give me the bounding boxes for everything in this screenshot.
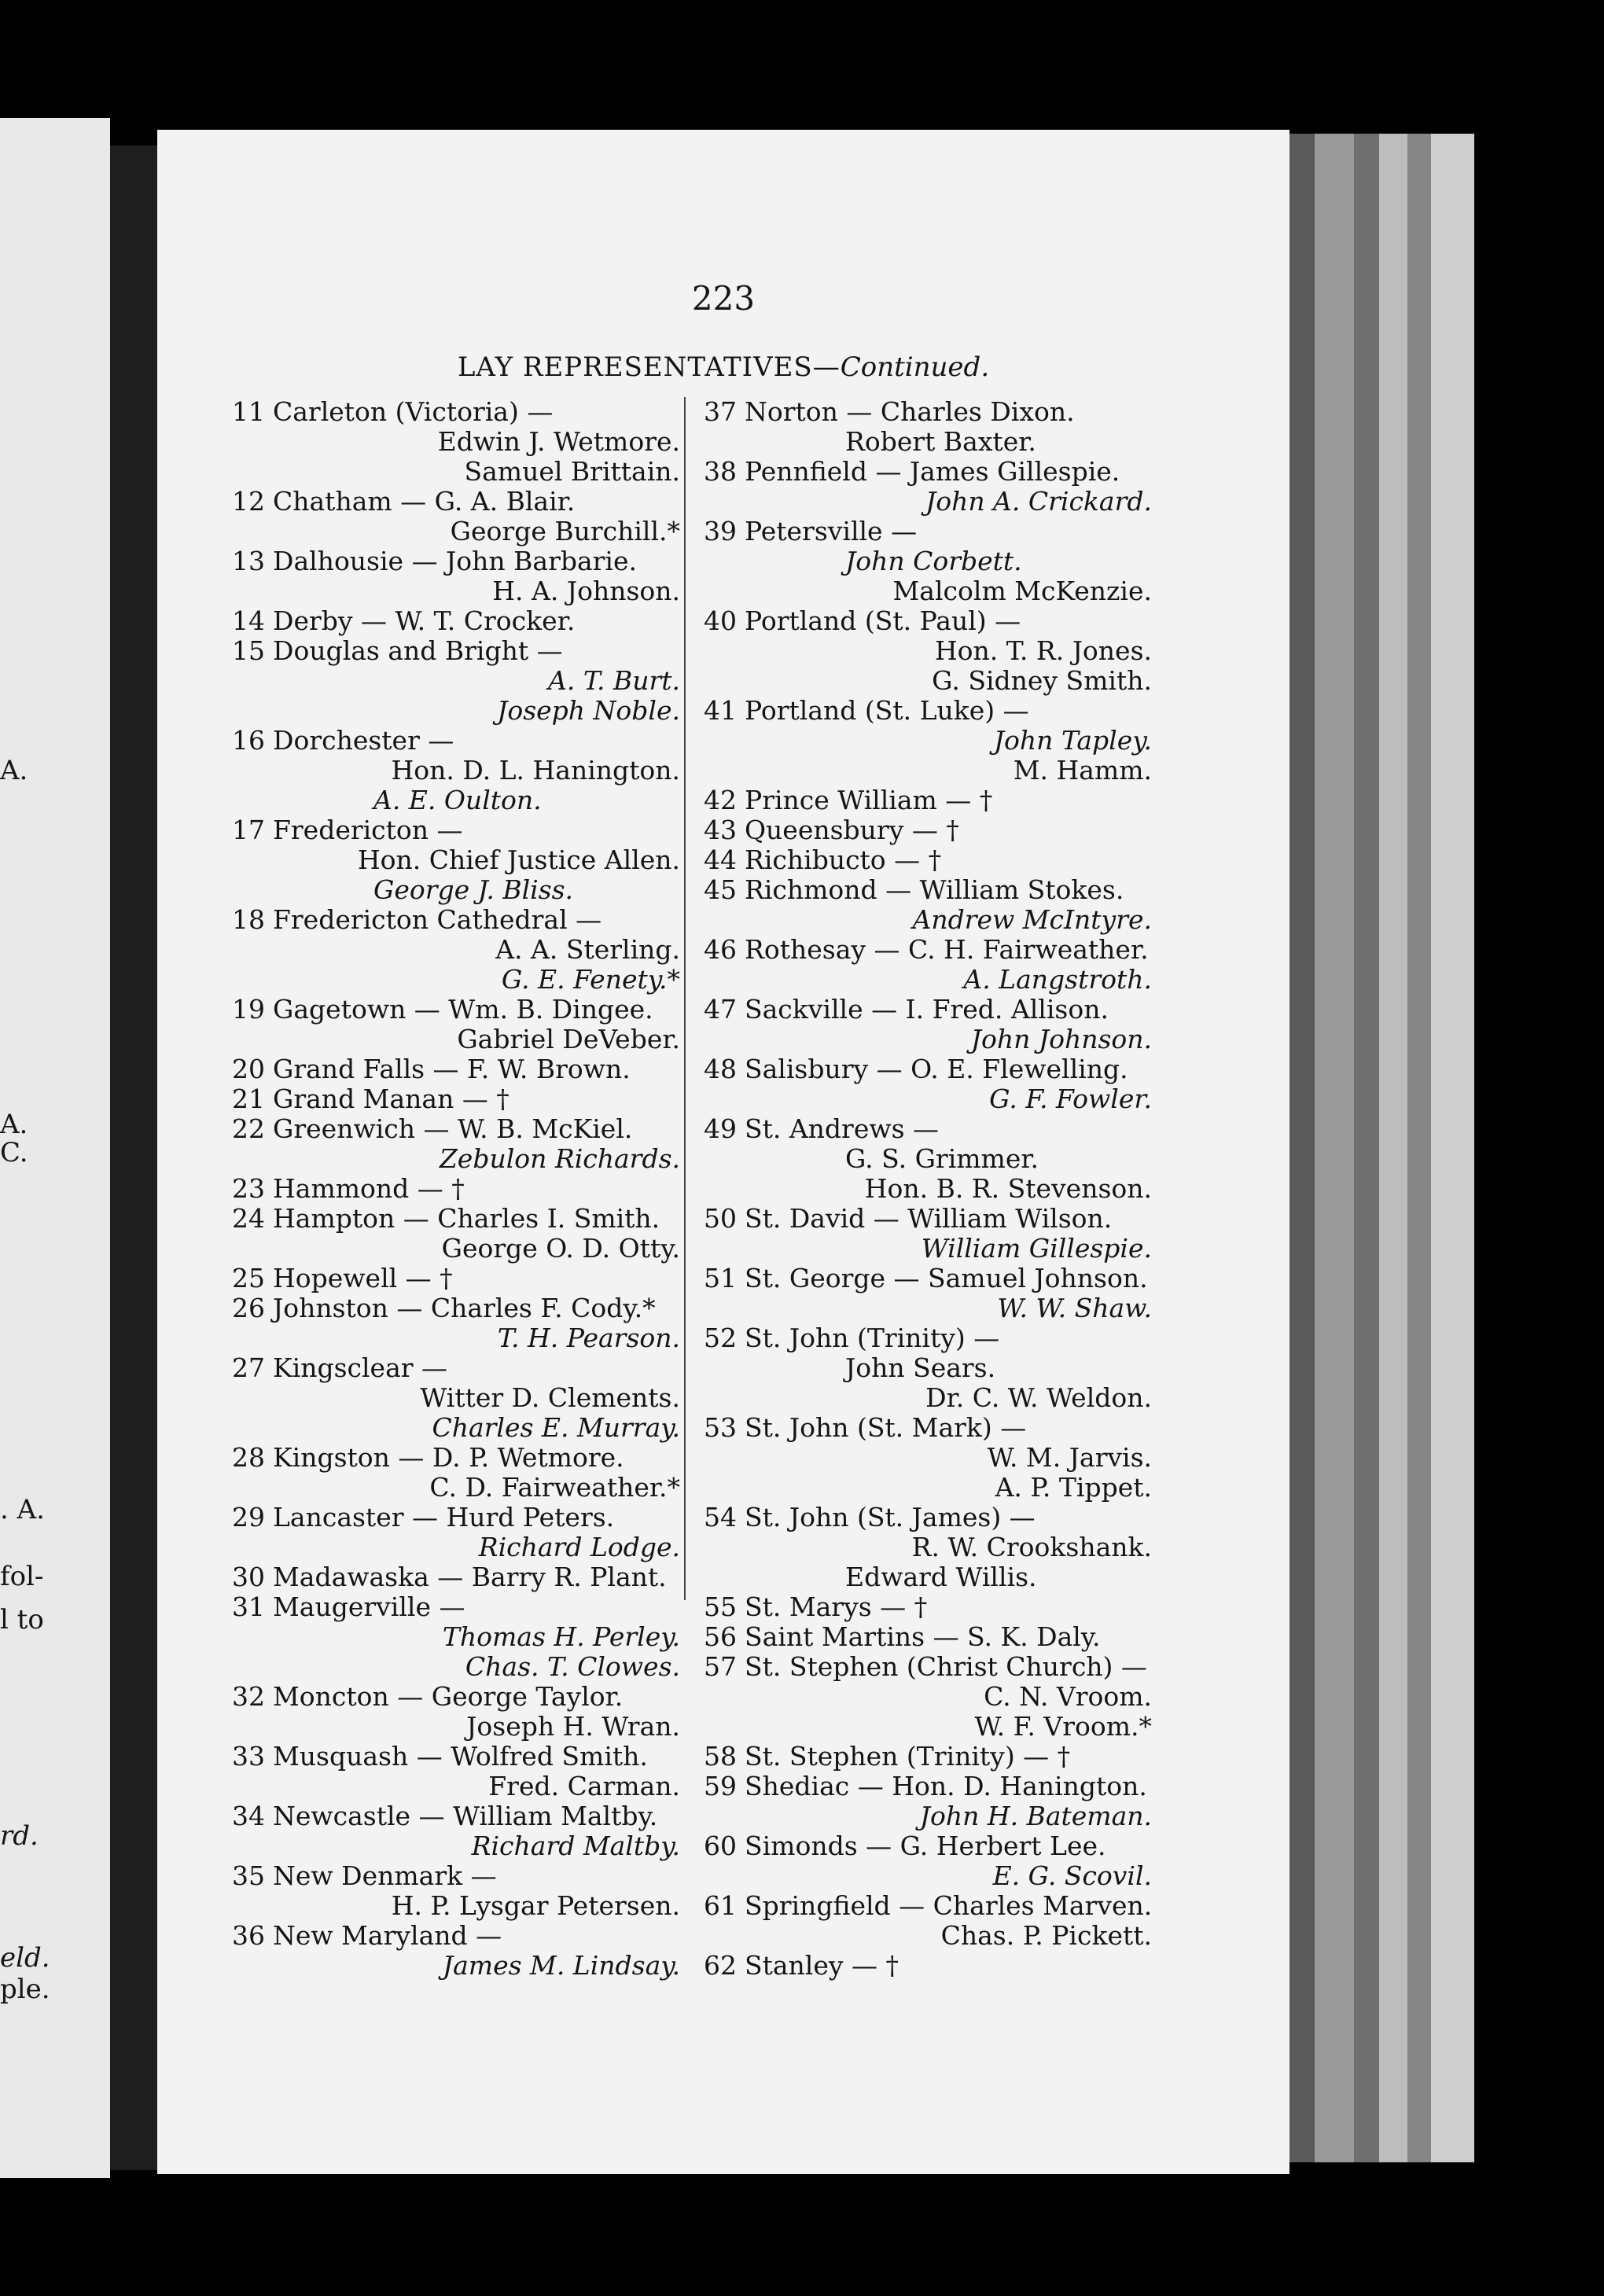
entry-text: Chatham — G. A. Blair. bbox=[273, 486, 576, 517]
entry-text: Petersville — bbox=[745, 516, 918, 546]
parish-number: 43 bbox=[704, 815, 737, 845]
previous-page-text: l to bbox=[0, 1604, 44, 1636]
entry-text: Kingsclear — bbox=[273, 1352, 448, 1383]
page-number: 223 bbox=[691, 279, 756, 318]
entry-line bbox=[704, 1234, 1152, 1264]
entry-text: Lancaster — Hurd Peters. bbox=[273, 1502, 615, 1533]
entry-text: Derby — W. T. Crocker. bbox=[273, 605, 576, 636]
entry-line bbox=[232, 815, 680, 845]
parish-number: 22 bbox=[232, 1113, 265, 1144]
entry-text: G. Sidney Smith. bbox=[932, 665, 1152, 696]
parish-number: 27 bbox=[232, 1352, 265, 1383]
previous-page-text: A. bbox=[0, 1109, 28, 1140]
entry-text: Fredericton Cathedral — bbox=[273, 904, 602, 935]
entry-text: Malcolm McKenzie. bbox=[892, 576, 1152, 606]
page-edge bbox=[1289, 134, 1315, 2162]
entry-line bbox=[232, 1801, 680, 1831]
previous-page-text: C. bbox=[0, 1137, 28, 1168]
entry-line bbox=[704, 1861, 1152, 1891]
entry-text: Douglas and Bright — bbox=[273, 635, 563, 666]
entry-text: Hon. B. R. Stevenson. bbox=[864, 1173, 1152, 1204]
entry-text: M. Hamm. bbox=[1013, 755, 1152, 786]
entry-line bbox=[232, 636, 680, 666]
entry-text: St. John (St. James) — bbox=[745, 1502, 1036, 1533]
entry-text: Zebulon Richards. bbox=[439, 1143, 680, 1174]
entry-line bbox=[232, 965, 680, 995]
entry-line bbox=[704, 1204, 1152, 1234]
entry-text: Pennfield — James Gillespie. bbox=[745, 456, 1120, 487]
entry-text: Salisbury — O. E. Flewelling. bbox=[745, 1054, 1128, 1084]
previous-page-text: ple. bbox=[0, 1974, 50, 2005]
entry-text: A. P. Tippet. bbox=[995, 1472, 1152, 1503]
entry-text: Maugerville — bbox=[273, 1591, 465, 1622]
entry-line bbox=[704, 1025, 1152, 1054]
entry-text: A. E. Oulton. bbox=[373, 785, 542, 815]
parish-number: 55 bbox=[704, 1591, 737, 1622]
entry-line bbox=[704, 1831, 1152, 1861]
entry-line bbox=[704, 606, 1152, 636]
entry-text: Hon. D. L. Hanington. bbox=[391, 755, 680, 786]
entry-text: St. Stephen (Christ Church) — bbox=[745, 1651, 1147, 1682]
entry-text: Moncton — George Taylor. bbox=[273, 1681, 624, 1712]
parish-number: 16 bbox=[232, 725, 265, 756]
entry-line bbox=[232, 546, 680, 576]
parish-number: 24 bbox=[232, 1203, 265, 1234]
entry-text: Joseph H. Wran. bbox=[466, 1711, 680, 1742]
entry-line bbox=[704, 1323, 1152, 1353]
entry-text: James M. Lindsay. bbox=[442, 1950, 680, 1981]
entry-text: Gagetown — Wm. B. Dingee. bbox=[273, 994, 653, 1025]
entry-text: Sackville — I. Fred. Allison. bbox=[745, 994, 1109, 1025]
entry-line bbox=[704, 397, 1152, 427]
entry-line bbox=[704, 636, 1152, 666]
parish-number: 26 bbox=[232, 1293, 265, 1323]
right-column bbox=[704, 397, 1152, 1981]
parish-number: 48 bbox=[704, 1054, 737, 1084]
entry-text: George J. Bliss. bbox=[373, 874, 574, 905]
entry-line bbox=[232, 1413, 680, 1443]
entry-text: St. David — William Wilson. bbox=[745, 1203, 1113, 1234]
entry-line bbox=[704, 995, 1152, 1025]
entry-line bbox=[704, 726, 1152, 756]
entry-line bbox=[704, 1891, 1152, 1921]
parish-number: 35 bbox=[232, 1860, 265, 1891]
entry-text: Simonds — G. Herbert Lee. bbox=[745, 1831, 1106, 1861]
entry-text: Hammond — † bbox=[273, 1173, 465, 1204]
parish-number: 52 bbox=[704, 1323, 737, 1353]
parish-number: 38 bbox=[704, 456, 737, 487]
entry-text: Gabriel DeVeber. bbox=[457, 1024, 680, 1054]
page-edge bbox=[1431, 134, 1474, 2162]
entry-line bbox=[232, 1443, 680, 1473]
entry-text: Fred. Carman. bbox=[488, 1771, 680, 1801]
entry-line bbox=[704, 1801, 1152, 1831]
entry-text: Johnston — Charles F. Cody.* bbox=[273, 1293, 656, 1323]
entry-line bbox=[704, 756, 1152, 786]
entry-line bbox=[232, 1533, 680, 1562]
entry-text: Robert Baxter. bbox=[845, 426, 1036, 457]
entry-line bbox=[704, 1084, 1152, 1114]
previous-page-text: fol- bbox=[0, 1561, 44, 1592]
entry-line bbox=[232, 1652, 680, 1682]
entry-line bbox=[232, 1025, 680, 1054]
entry-text: H. P. Lysgar Petersen. bbox=[391, 1890, 680, 1921]
entry-line bbox=[232, 1772, 680, 1801]
entry-line bbox=[232, 1323, 680, 1353]
parish-number: 28 bbox=[232, 1442, 265, 1473]
entry-line bbox=[232, 1951, 680, 1981]
parish-number: 15 bbox=[232, 635, 265, 666]
parish-number: 54 bbox=[704, 1502, 737, 1533]
entry-text: Queensbury — † bbox=[745, 815, 959, 845]
parish-number: 17 bbox=[232, 815, 265, 845]
entry-text: Chas. P. Pickett. bbox=[940, 1920, 1152, 1951]
entry-text: W. F. Vroom.* bbox=[974, 1711, 1152, 1742]
entry-text: Norton — Charles Dixon. bbox=[745, 396, 1075, 427]
entry-text: Edward Willis. bbox=[845, 1562, 1037, 1592]
entry-line bbox=[232, 1383, 680, 1413]
entry-text: Portland (St. Paul) — bbox=[745, 605, 1021, 636]
entry-text: John H. Bateman. bbox=[919, 1801, 1152, 1831]
entry-line bbox=[704, 457, 1152, 487]
entry-line bbox=[232, 487, 680, 517]
parish-number: 47 bbox=[704, 994, 737, 1025]
entry-text: Hampton — Charles I. Smith. bbox=[273, 1203, 660, 1234]
parish-number: 51 bbox=[704, 1263, 737, 1293]
entry-line bbox=[704, 1443, 1152, 1473]
entry-line bbox=[232, 1742, 680, 1772]
parish-number: 58 bbox=[704, 1741, 737, 1772]
entry-line bbox=[232, 1473, 680, 1503]
entry-text: St. Marys — † bbox=[745, 1591, 928, 1622]
heading-dash: — bbox=[812, 351, 841, 383]
entry-text: R. W. Crookshank. bbox=[911, 1532, 1152, 1562]
parish-number: 40 bbox=[704, 605, 737, 636]
entry-text: Joseph Noble. bbox=[497, 695, 680, 726]
entry-text: Edwin J. Wetmore. bbox=[437, 426, 680, 457]
entry-text: St. George — Samuel Johnson. bbox=[745, 1263, 1148, 1293]
entry-line bbox=[232, 1831, 680, 1861]
entry-text: Musquash — Wolfred Smith. bbox=[273, 1741, 648, 1772]
entry-text: Samuel Brittain. bbox=[464, 456, 680, 487]
entry-text: John Corbett. bbox=[845, 546, 1022, 576]
parish-number: 33 bbox=[232, 1741, 265, 1772]
entry-line bbox=[232, 666, 680, 696]
entry-text: Carleton (Victoria) — bbox=[273, 396, 554, 427]
parish-number: 46 bbox=[704, 934, 737, 965]
entry-text: Rothesay — C. H. Fairweather. bbox=[745, 934, 1149, 965]
entry-text: Dalhousie — John Barbarie. bbox=[273, 546, 637, 576]
entry-text: G. S. Grimmer. bbox=[845, 1143, 1039, 1174]
entry-text: Richmond — William Stokes. bbox=[745, 874, 1124, 905]
entry-line bbox=[232, 1622, 680, 1652]
column-rule bbox=[684, 397, 686, 1600]
entry-text: Stanley — † bbox=[745, 1950, 899, 1981]
entry-text: St. Andrews — bbox=[745, 1113, 940, 1144]
parish-number: 50 bbox=[704, 1203, 737, 1234]
page-edge bbox=[1354, 134, 1379, 2162]
entry-text: Hopewell — † bbox=[273, 1263, 453, 1293]
entry-text: Witter D. Clements. bbox=[420, 1382, 680, 1413]
parish-number: 34 bbox=[232, 1801, 265, 1831]
entry-text: John Sears. bbox=[845, 1352, 996, 1383]
entry-text: Kingston — D. P. Wetmore. bbox=[273, 1442, 624, 1473]
entry-line bbox=[232, 875, 680, 905]
page-edge bbox=[1315, 134, 1354, 2162]
entry-text: Springfield — Charles Marven. bbox=[745, 1890, 1153, 1921]
parish-number: 23 bbox=[232, 1173, 265, 1204]
parish-number: 41 bbox=[704, 695, 737, 726]
entry-text: Greenwich — W. B. McKiel. bbox=[273, 1113, 633, 1144]
entry-line bbox=[232, 1114, 680, 1144]
parish-number: 20 bbox=[232, 1054, 265, 1084]
entry-text: Chas. T. Clowes. bbox=[465, 1651, 680, 1682]
entry-text: John Johnson. bbox=[970, 1024, 1152, 1054]
entry-line bbox=[704, 1293, 1152, 1323]
entry-text: Grand Falls — F. W. Brown. bbox=[273, 1054, 631, 1084]
parish-number: 19 bbox=[232, 994, 265, 1025]
entry-text: George Burchill.* bbox=[450, 516, 680, 546]
previous-page-text: eld. bbox=[0, 1942, 50, 1974]
entry-text: William Gillespie. bbox=[921, 1233, 1152, 1264]
entry-line bbox=[704, 487, 1152, 517]
parish-number: 31 bbox=[232, 1591, 265, 1622]
entry-line bbox=[232, 576, 680, 606]
entry-line bbox=[704, 786, 1152, 815]
entry-text: A. T. Burt. bbox=[548, 665, 680, 696]
entry-line bbox=[232, 696, 680, 726]
entry-line bbox=[232, 1503, 680, 1533]
entry-text: Shediac — Hon. D. Hanington. bbox=[745, 1771, 1147, 1801]
heading-main: LAY REPRESENTATIVES bbox=[457, 351, 813, 383]
entry-line bbox=[232, 1234, 680, 1264]
parish-number: 44 bbox=[704, 844, 737, 875]
entry-line bbox=[704, 517, 1152, 546]
entry-line bbox=[704, 1144, 1152, 1174]
entry-line bbox=[704, 696, 1152, 726]
entry-line bbox=[232, 995, 680, 1025]
parish-number: 30 bbox=[232, 1562, 265, 1592]
entry-text: Hon. T. R. Jones. bbox=[934, 635, 1152, 666]
entry-text: Dr. C. W. Weldon. bbox=[925, 1382, 1152, 1413]
parish-number: 37 bbox=[704, 396, 737, 427]
book-gutter bbox=[110, 145, 157, 2170]
entry-line bbox=[232, 786, 680, 815]
entry-text: H. A. Johnson. bbox=[492, 576, 680, 606]
parish-number: 36 bbox=[232, 1920, 265, 1951]
entry-line bbox=[704, 1742, 1152, 1772]
entry-line bbox=[704, 546, 1152, 576]
entry-text: Richard Lodge. bbox=[478, 1532, 680, 1562]
entry-line bbox=[232, 457, 680, 487]
entry-line bbox=[704, 1652, 1152, 1682]
entry-text: Grand Manan — † bbox=[273, 1084, 510, 1114]
entry-line bbox=[704, 1682, 1152, 1712]
parish-number: 11 bbox=[232, 396, 265, 427]
entry-line bbox=[232, 1054, 680, 1084]
entry-text: Hon. Chief Justice Allen. bbox=[357, 844, 680, 875]
entry-text: Madawaska — Barry R. Plant. bbox=[273, 1562, 667, 1592]
entry-line bbox=[704, 1473, 1152, 1503]
previous-page-text: rd. bbox=[0, 1820, 39, 1852]
entry-line bbox=[232, 1264, 680, 1293]
entry-text: Dorchester — bbox=[273, 725, 454, 756]
entry-line bbox=[232, 1084, 680, 1114]
parish-number: 42 bbox=[704, 785, 737, 815]
entry-line bbox=[232, 1592, 680, 1622]
parish-number: 56 bbox=[704, 1621, 737, 1652]
entry-line bbox=[704, 1562, 1152, 1592]
entry-text: G. F. Fowler. bbox=[989, 1084, 1152, 1114]
entry-text: A. A. Sterling. bbox=[495, 934, 680, 965]
entry-line bbox=[704, 935, 1152, 965]
entry-text: C. D. Fairweather.* bbox=[429, 1472, 680, 1503]
entry-line bbox=[232, 427, 680, 457]
entry-text: John Tapley. bbox=[993, 725, 1152, 756]
previous-page-text: . A. bbox=[0, 1494, 45, 1525]
parish-number: 14 bbox=[232, 605, 265, 636]
entry-line bbox=[232, 905, 680, 935]
entry-line bbox=[704, 576, 1152, 606]
page-edge bbox=[1407, 134, 1431, 2162]
parish-number: 12 bbox=[232, 486, 265, 517]
entry-line bbox=[704, 1114, 1152, 1144]
parish-number: 57 bbox=[704, 1651, 737, 1682]
parish-number: 60 bbox=[704, 1831, 737, 1861]
entry-text: A. Langstroth. bbox=[963, 964, 1152, 995]
entry-line bbox=[232, 1712, 680, 1742]
left-column bbox=[232, 397, 680, 1981]
entry-line bbox=[232, 845, 680, 875]
entry-line bbox=[232, 1861, 680, 1891]
entry-line bbox=[704, 1054, 1152, 1084]
entry-line bbox=[704, 1383, 1152, 1413]
parish-number: 32 bbox=[232, 1681, 265, 1712]
entry-line bbox=[704, 1264, 1152, 1293]
entry-line bbox=[704, 1503, 1152, 1533]
entry-line bbox=[704, 1592, 1152, 1622]
entry-line bbox=[704, 427, 1152, 457]
entry-text: New Denmark — bbox=[273, 1860, 497, 1891]
entry-text: Fredericton — bbox=[273, 815, 463, 845]
entry-line bbox=[704, 965, 1152, 995]
entry-text: Portland (St. Luke) — bbox=[745, 695, 1029, 726]
entry-text: Saint Martins — S. K. Daly. bbox=[745, 1621, 1101, 1652]
parish-number: 45 bbox=[704, 874, 737, 905]
entry-line bbox=[704, 1353, 1152, 1383]
parish-number: 49 bbox=[704, 1113, 737, 1144]
entry-line bbox=[232, 1891, 680, 1921]
parish-number: 59 bbox=[704, 1771, 737, 1801]
entry-line bbox=[232, 397, 680, 427]
entry-line bbox=[232, 1204, 680, 1234]
heading-continued: Continued. bbox=[840, 351, 990, 383]
entry-line bbox=[704, 1533, 1152, 1562]
entry-text: Richard Maltby. bbox=[471, 1831, 680, 1861]
entry-text: Thomas H. Perley. bbox=[442, 1621, 680, 1652]
entry-text: Newcastle — William Maltby. bbox=[273, 1801, 658, 1831]
parish-number: 29 bbox=[232, 1502, 265, 1533]
entry-line bbox=[704, 845, 1152, 875]
parish-number: 62 bbox=[704, 1950, 737, 1981]
entry-text: Andrew McIntyre. bbox=[912, 904, 1152, 935]
entry-line bbox=[704, 666, 1152, 696]
parish-number: 21 bbox=[232, 1084, 265, 1114]
entry-text: Prince William — † bbox=[745, 785, 993, 815]
entry-text: St. John (Trinity) — bbox=[745, 1323, 1000, 1353]
parish-number: 25 bbox=[232, 1263, 265, 1293]
parish-number: 18 bbox=[232, 904, 265, 935]
entry-text: George O. D. Otty. bbox=[441, 1233, 680, 1264]
entry-line bbox=[232, 517, 680, 546]
entry-line bbox=[232, 935, 680, 965]
entry-text: W. W. Shaw. bbox=[997, 1293, 1152, 1323]
page-edge bbox=[1379, 134, 1407, 2162]
entry-line bbox=[232, 1682, 680, 1712]
entry-line bbox=[232, 1174, 680, 1204]
entry-line bbox=[704, 1772, 1152, 1801]
parish-number: 13 bbox=[232, 546, 265, 576]
entry-text: W. M. Jarvis. bbox=[987, 1442, 1152, 1473]
entry-line bbox=[704, 1951, 1152, 1981]
entry-text: C. N. Vroom. bbox=[984, 1681, 1152, 1712]
parish-number: 39 bbox=[704, 516, 737, 546]
entry-text: St. John (St. Mark) — bbox=[745, 1412, 1027, 1443]
entry-line bbox=[232, 756, 680, 786]
entry-line bbox=[704, 1174, 1152, 1204]
book-page bbox=[157, 130, 1289, 2174]
entry-line bbox=[232, 726, 680, 756]
entry-line bbox=[704, 875, 1152, 905]
section-heading bbox=[252, 351, 1195, 383]
entry-line bbox=[704, 1413, 1152, 1443]
entry-line bbox=[232, 1921, 680, 1951]
entry-text: St. Stephen (Trinity) — † bbox=[745, 1741, 1071, 1772]
entry-text: New Maryland — bbox=[273, 1920, 502, 1951]
entry-text: Charles E. Murray. bbox=[432, 1412, 680, 1443]
entry-text: E. G. Scovil. bbox=[992, 1860, 1152, 1891]
entry-line bbox=[232, 1293, 680, 1323]
entry-line bbox=[704, 815, 1152, 845]
entry-line bbox=[232, 1353, 680, 1383]
entry-line bbox=[232, 606, 680, 636]
entry-line bbox=[704, 1622, 1152, 1652]
entry-line bbox=[232, 1562, 680, 1592]
entry-line bbox=[232, 1144, 680, 1174]
parish-number: 53 bbox=[704, 1412, 737, 1443]
entry-line bbox=[704, 1921, 1152, 1951]
entry-text: John A. Crickard. bbox=[925, 486, 1152, 517]
entry-text: T. H. Pearson. bbox=[497, 1323, 680, 1353]
entry-text: Richibucto — † bbox=[745, 844, 942, 875]
entry-text: G. E. Fenety.* bbox=[501, 964, 680, 995]
entry-line bbox=[704, 905, 1152, 935]
parish-number: 61 bbox=[704, 1890, 737, 1921]
previous-page-text: A. bbox=[0, 755, 28, 786]
entry-line bbox=[704, 1712, 1152, 1742]
